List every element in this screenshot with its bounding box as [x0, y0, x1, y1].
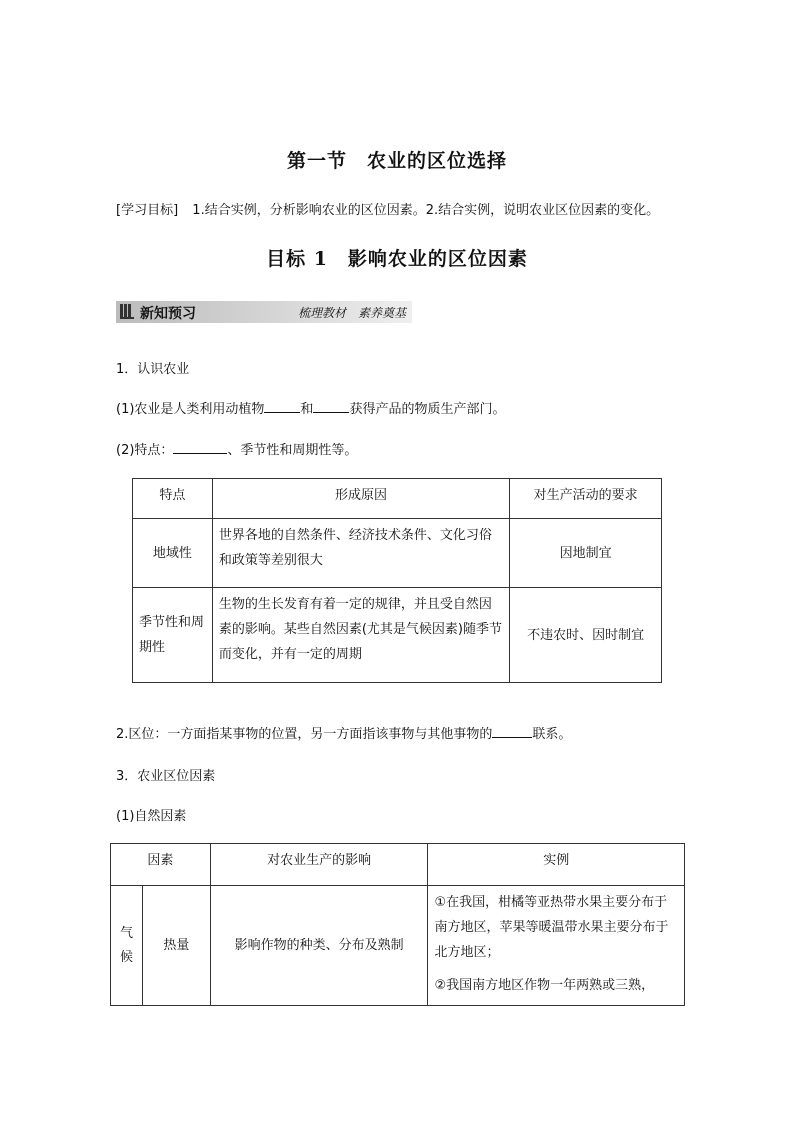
table-cell-requirement: 因地制宜 [510, 519, 662, 588]
item1-line1 [116, 398, 505, 417]
banner-subtitle: 梳理教材 素养奠基 [298, 306, 407, 320]
item1-line2-text-a: (2)特点： [116, 443, 174, 458]
item1-line1-text-c: 获得产品的物质生产部门。 [349, 402, 506, 417]
item1-line1-text-b: 和 [300, 402, 314, 417]
item1-heading: 1．认识农业 [116, 362, 190, 377]
fill-blank[interactable] [264, 400, 300, 413]
table-header: 形成原因 [212, 479, 509, 519]
table-header: 对生产活动的要求 [510, 479, 662, 519]
item2-text-b: 联系。 [532, 727, 572, 742]
objectives-tag: [学习目标] [116, 203, 179, 218]
table-cell-reason: 世界各地的自然条件、经济技术条件、文化习俗和政策等差别很大 [212, 519, 509, 588]
table-cell-feature: 地域性 [133, 519, 213, 588]
natural-factors-table [110, 843, 685, 1006]
table-header: 特点 [133, 479, 213, 519]
fill-blank[interactable] [173, 441, 227, 454]
example-2: ②我国南方地区作物一年两熟或三熟， [434, 978, 655, 993]
item3-subheading: (1)自然因素 [116, 809, 187, 824]
example-1: ①在我国，柑橘等亚热带水果主要分布于南方地区，苹果等暖温带水果主要分布于北方地区； [434, 895, 669, 960]
item2-text-a: 2.区位：一方面指某事物的位置，另一方面指该事物与其他事物的 [116, 727, 493, 742]
table-cell-factor: 热量 [142, 886, 210, 1006]
table-cell-reason: 生物的生长发育有着一定的规律，并且受自然因素的影响。某些自然因素(尤其是气候因素)随季节而变化，并有一定的周期 [212, 588, 509, 683]
table-header: 对农业生产的影响 [210, 844, 428, 886]
agriculture-features-table [132, 478, 662, 683]
table-header: 实例 [428, 844, 685, 886]
book-icon [120, 304, 134, 319]
table-cell-group: 气候 [111, 886, 143, 1006]
table-cell-effect: 影响作物的种类、分布及熟制 [210, 886, 428, 1006]
goal-title: 目标 1 影响农业的区位因素 [266, 248, 528, 270]
preview-banner [116, 301, 412, 323]
item1-line2 [116, 439, 357, 458]
item1-line2-text-b: 、季节性和周期性等。 [227, 443, 358, 458]
objectives-text: 1.结合实例，分析影响农业的区位因素。2.结合实例，说明农业区位因素的变化。 [192, 203, 660, 218]
item1-line1-text-a: (1)农业是人类利用动植物 [116, 402, 265, 417]
table-cell-examples [428, 886, 685, 1006]
learning-objectives [116, 199, 659, 218]
table-cell-feature: 季节性和周期性 [133, 588, 213, 683]
section-title: 第一节 农业的区位选择 [286, 150, 507, 172]
item2-line [116, 723, 571, 742]
item3-heading: 3．农业区位因素 [116, 769, 216, 784]
fill-blank[interactable] [492, 725, 532, 738]
banner-label: 新知预习 [140, 306, 196, 322]
table-cell-requirement: 不违农时、因时制宜 [510, 588, 662, 683]
table-header: 因素 [111, 844, 211, 886]
fill-blank[interactable] [313, 400, 349, 413]
